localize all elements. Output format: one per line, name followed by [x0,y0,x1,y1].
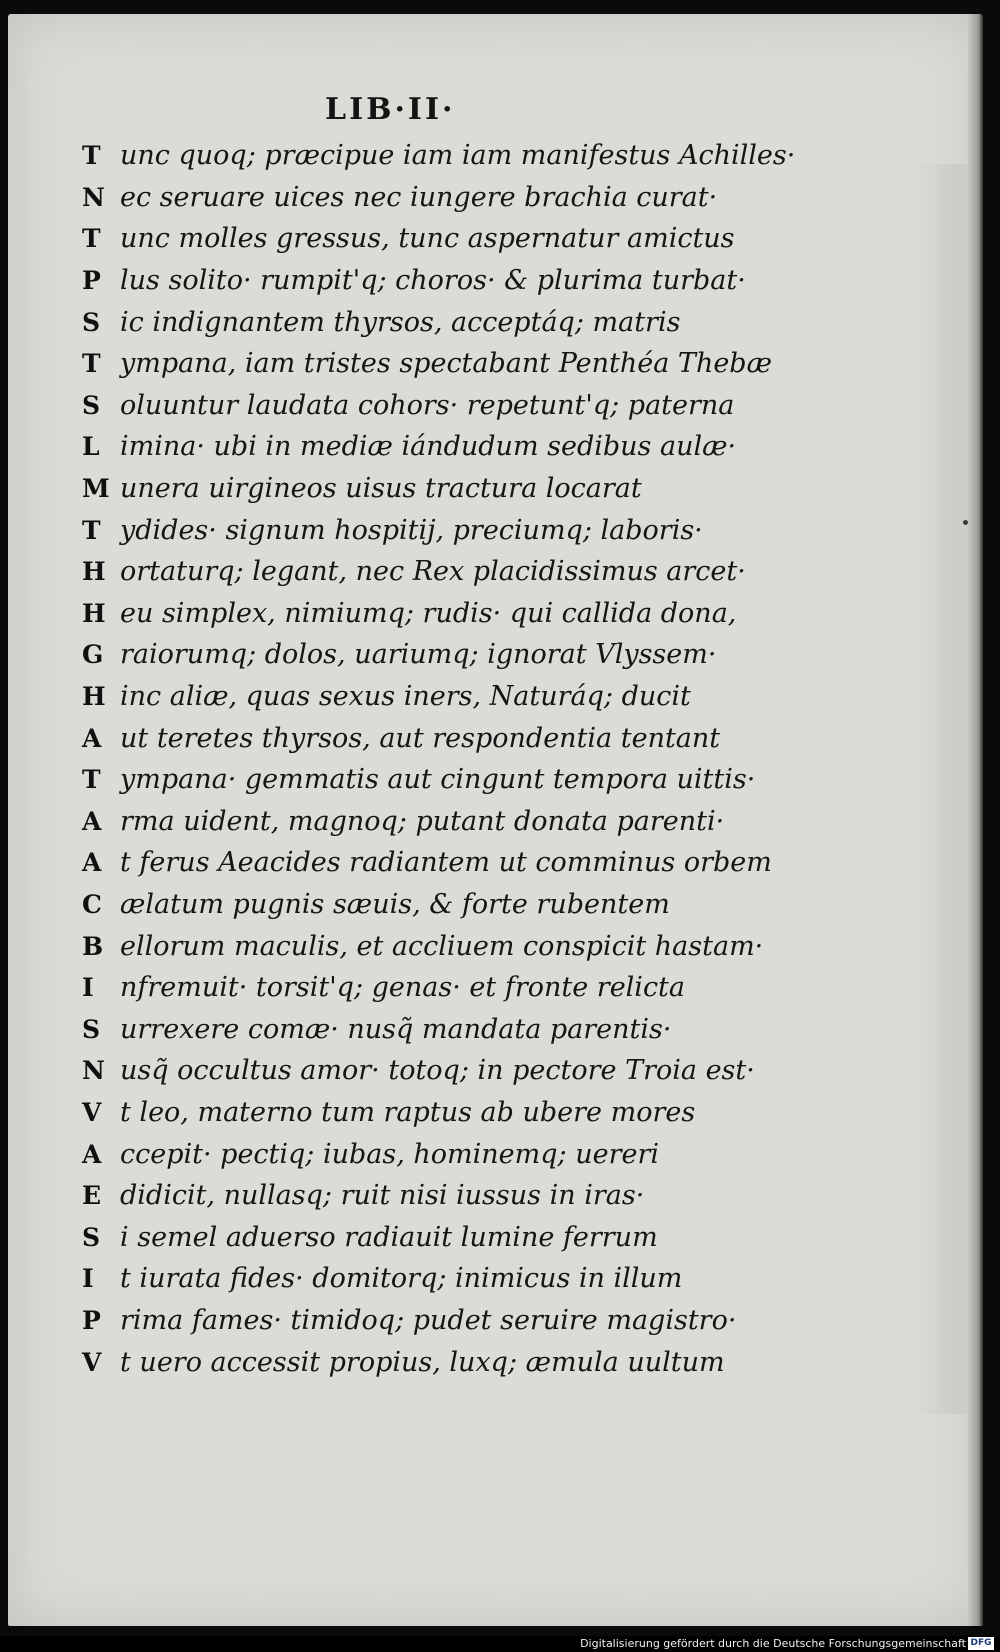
ink-spot [963,520,968,525]
verse-initial: T [82,349,101,379]
verse-initial: S [82,1222,101,1252]
verse-line [82,468,902,510]
verse-line [82,1300,902,1342]
verse-text: lus solito· rumpit'q; choros· & plurima turbat· [120,265,746,297]
verse-line [82,1092,902,1134]
verse-initial: H [82,682,106,712]
verse-initial: N [82,182,105,212]
verse-text: ælatum pugnis sæuis, & forte rubentem [120,888,670,920]
verse-list [82,135,902,1383]
verse-text: ec seruare uices nec iungere brachia curat· [120,181,718,213]
verse-initial: N [82,1056,105,1086]
verse-line [82,1008,902,1050]
verse-initial: V [82,1347,102,1377]
verse-text: t leo, materno tum raptus ab ubere mores [120,1096,696,1128]
verse-line [82,634,902,676]
verse-line [82,260,902,302]
verse-text: ortaturq; legant, nec Rex placidissimus arcet· [120,556,746,588]
verse-line [82,884,902,926]
verse-text: unera uirgineos uisus tractura locarat [120,473,642,505]
verse-text: usq̃ occultus amor· totoq; in pectore Troia est· [120,1055,755,1087]
verse-line [82,1133,902,1175]
verse-line [82,925,902,967]
verse-text: ympana, iam tristes spectabant Penthéa Thebæ [120,348,772,380]
verse-line [82,967,902,1009]
verse-text: imina· ubi in mediæ iándudum sedibus aulæ· [120,431,737,463]
verse-initial: T [82,224,101,254]
verse-initial: A [82,806,102,836]
verse-initial: S [82,390,101,420]
verse-initial: E [82,1181,102,1211]
verse-text: t iurata fides· domitorq; inimicus in illum [120,1263,683,1295]
verse-line [82,1050,902,1092]
verse-line [82,343,902,385]
verse-text: ympana· gemmatis aut cingunt tempora uittis· [120,764,756,796]
verse-initial: A [82,1139,102,1169]
verse-initial: A [82,723,102,753]
verse-text: t uero accessit propius, luxq; æmula uultum [120,1346,725,1378]
verse-initial: V [82,1097,102,1127]
verse-line [82,759,902,801]
verse-line [82,1175,902,1217]
verse-line [82,1258,902,1300]
verse-initial: A [82,848,102,878]
verse-initial: P [82,266,101,296]
verse-text: ellorum maculis, et accliuem conspicit hastam· [120,930,764,962]
verse-initial: T [82,765,101,795]
verse-line [82,842,902,884]
verse-line [82,509,902,551]
verse-line [82,801,902,843]
verse-text: ccepit· pectiq; iubas, hominemq; uereri [120,1138,660,1170]
verse-text: rima fames· timidoq; pudet seruire magistro· [120,1304,737,1336]
verse-line [82,385,902,427]
verse-line [82,301,902,343]
verse-initial: T [82,141,101,171]
verse-text: oluuntur laudata cohors· repetunt'q; paterna [120,389,735,421]
verse-line [82,426,902,468]
verse-initial: H [82,598,106,628]
verse-line [82,135,902,177]
verse-initial: H [82,557,106,587]
running-head: LIB·II· [325,92,456,127]
verse-line [82,593,902,635]
verse-text: ydides· signum hospitij, preciumq; laboris· [120,514,703,546]
verse-line [82,177,902,219]
verse-line [82,676,902,718]
verse-text: inc aliæ, quas sexus iners, Naturáq; ducit [120,681,691,713]
verse-text: eu simplex, nimiumq; rudis· qui callida dona, [120,597,737,629]
verse-text: rma uident, magnoq; putant donata parenti· [120,805,725,837]
verse-text: t ferus Aeacides radiantem ut comminus orbem [120,847,772,879]
verse-line [82,218,902,260]
verse-line [82,1341,902,1383]
verse-text: unc molles gressus, tunc aspernatur amictus [120,223,735,255]
verse-text: didicit, nullasq; ruit nisi iussus in iras· [120,1180,645,1212]
verse-line [82,717,902,759]
verse-line [82,551,902,593]
verse-text: unc quoq; præcipue iam iam manifestus Achilles· [120,140,796,172]
verse-initial: I [82,1264,94,1294]
verse-initial: S [82,1014,101,1044]
verse-initial: G [82,640,104,670]
verse-initial: L [82,432,100,462]
verse-line [82,1216,902,1258]
funding-credit: Digitalisierung gefördert durch die Deutsche Forschungsgemeinschaft [580,1637,966,1650]
verse-initial: M [82,474,110,504]
verse-initial: I [82,973,94,1003]
verse-text: ic indignantem thyrsos, acceptáq; matris [120,306,681,338]
verse-text: urrexere comæ· nusq̃ mandata parentis· [120,1013,672,1045]
verse-text: i semel aduerso radiauit lumine ferrum [120,1221,658,1253]
page-edge [968,14,983,1626]
verse-text: ut teretes thyrsos, aut respondentia tentant [120,722,721,754]
verse-initial: T [82,515,101,545]
dfg-logo: DFG [968,1637,994,1650]
verse-text: nfremuit· torsit'q; genas· et fronte relicta [120,972,686,1004]
verse-initial: P [82,1305,101,1335]
verse-initial: S [82,307,101,337]
verse-initial: B [82,931,104,961]
verse-text: raiorumq; dolos, uariumq; ignorat Vlyssem· [120,639,717,671]
verse-initial: C [82,889,102,919]
